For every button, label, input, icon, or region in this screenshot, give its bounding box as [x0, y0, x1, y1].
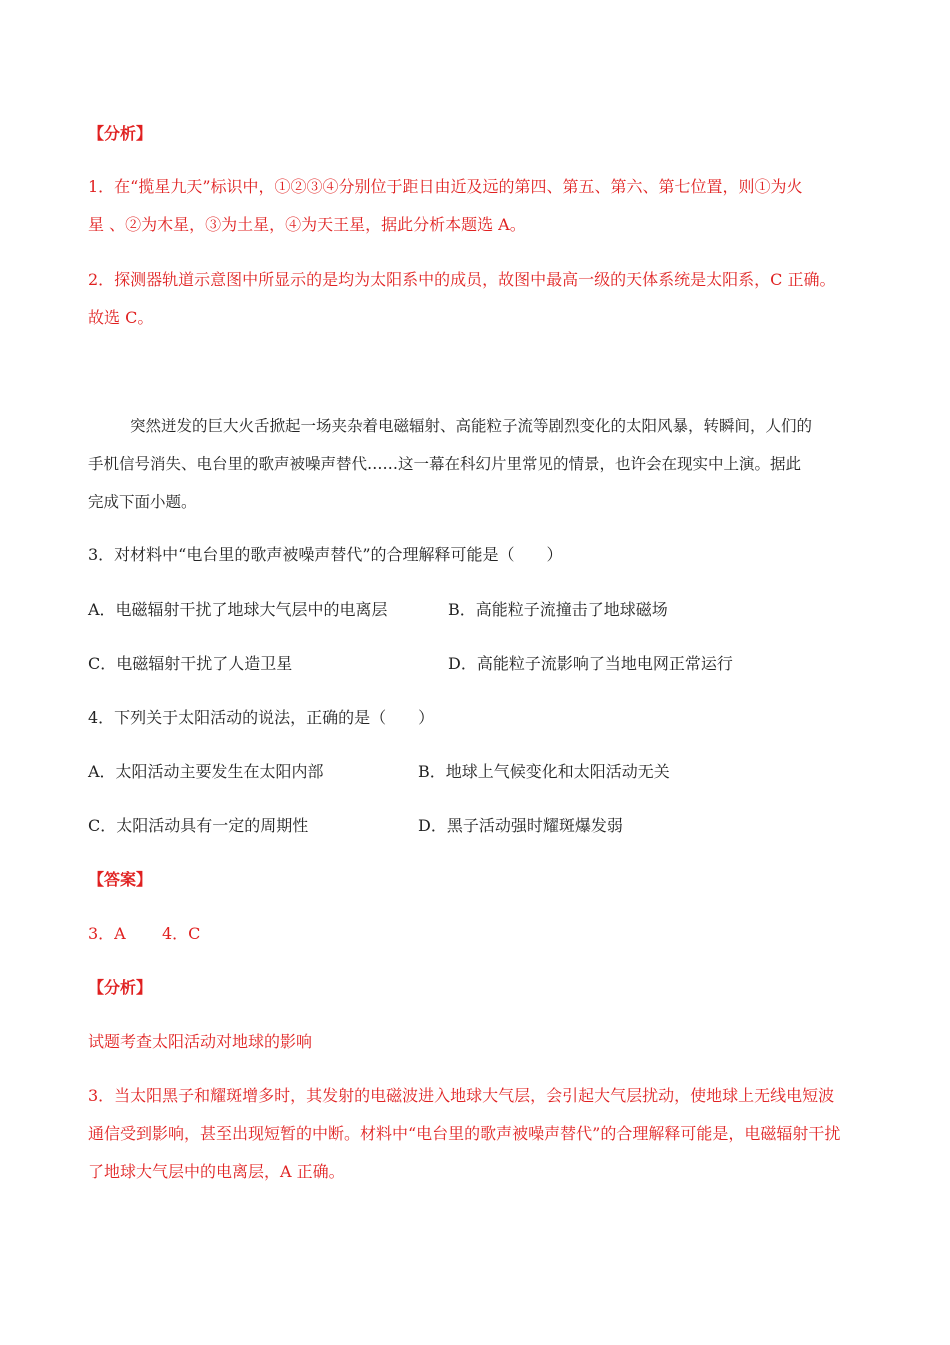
answer-4: 4．C [162, 924, 201, 943]
analysis-paragraph-3-line-2: 通信受到影响，甚至出现短暂的中断。材料中“电台里的歌声被噪声替代”的合理解释可能是，电磁辐射干扰 [88, 1124, 841, 1143]
question-3-option-d: D．高能粒子流影响了当地电网正常运行 [448, 654, 733, 673]
analysis-paragraph-3-line-3: 了地球大气层中的电离层，A 正确。 [88, 1162, 345, 1181]
passage-line-2: 手机信号消失、电台里的歌声被噪声替代……这一幕在科幻片里常见的情景，也许会在现实中上演。据此 [88, 455, 802, 473]
question-3-option-a: A．电磁辐射干扰了地球大气层中的电离层 [88, 600, 388, 619]
passage-line-3: 完成下面小题。 [88, 493, 197, 511]
question-4-stem: 4．下列关于太阳活动的说法，正确的是（ ） [88, 708, 435, 727]
question-3-option-b: B．高能粒子流撞击了地球磁场 [448, 600, 668, 619]
analysis-paragraph-3-line-1: 3．当太阳黑子和耀斑增多时，其发射的电磁波进入地球大气层，会引起大气层扰动，使地球上无线电短波 [88, 1086, 835, 1105]
answer-3: 3．A [88, 924, 126, 943]
analysis-paragraph-2-line-2: 故选 C。 [88, 308, 154, 327]
question-4-option-b: B．地球上气候变化和太阳活动无关 [418, 762, 670, 781]
question-4-option-d: D．黑子活动强时耀斑爆发弱 [418, 816, 623, 835]
question-4-option-c: C．太阳活动具有一定的周期性 [88, 816, 309, 835]
question-3-option-c: C．电磁辐射干扰了人造卫星 [88, 654, 293, 673]
analysis-heading: 【分析】 [88, 124, 153, 143]
analysis-paragraph-1-line-1: 1．在“揽星九天”标识中，①②③④分别位于距日由近及远的第四、第五、第六、第七位置，则①为火 [88, 177, 803, 196]
analysis-paragraph-2-line-1: 2．探测器轨道示意图中所显示的是均为太阳系中的成员，故图中最高一级的天体系统是太阳系，C 正确。 [88, 270, 836, 289]
analysis-paragraph-1-line-2: 星 、②为木星，③为土星，④为天王星，据此分析本题选 A。 [88, 215, 526, 234]
answer-heading: 【答案】 [88, 870, 153, 889]
analysis-heading-2: 【分析】 [88, 978, 153, 997]
passage-line-1: 突然迸发的巨大火舌掀起一场夹杂着电磁辐射、高能粒子流等剧烈变化的太阳风暴，转瞬间，人们的 [130, 417, 813, 435]
analysis-topic: 试题考查太阳活动对地球的影响 [88, 1032, 313, 1051]
question-3-stem: 3．对材料中“电台里的歌声被噪声替代”的合理解释可能是（ ） [88, 545, 563, 564]
question-4-option-a: A．太阳活动主要发生在太阳内部 [88, 762, 324, 781]
